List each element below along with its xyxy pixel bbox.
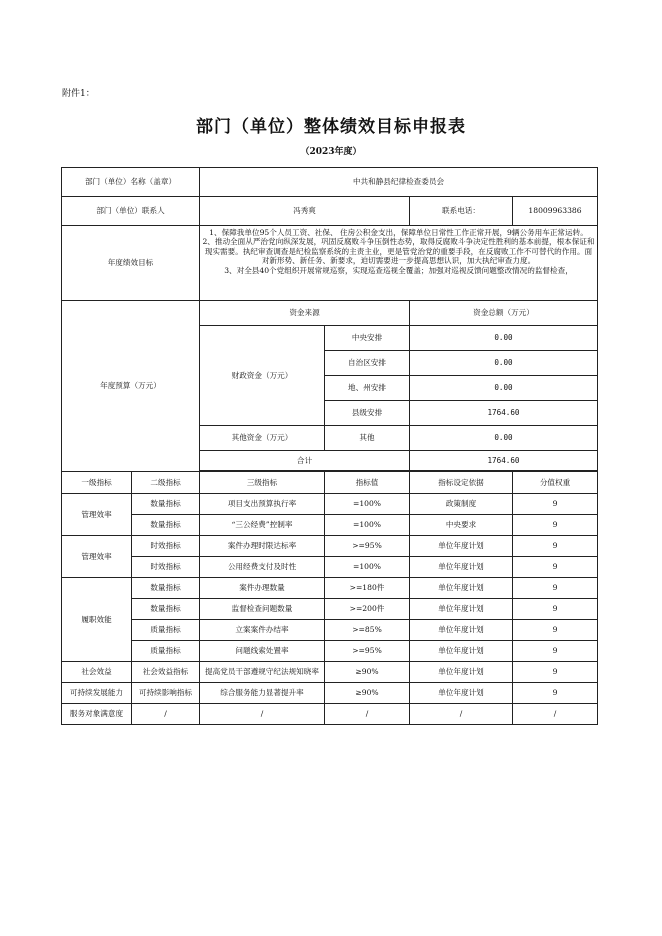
col-header: 分值权重 bbox=[513, 472, 598, 494]
indicator-level2: 数量指标 bbox=[132, 494, 200, 515]
indicator-weight: 9 bbox=[513, 683, 598, 704]
indicator-level2: 时效指标 bbox=[132, 557, 200, 578]
indicator-row bbox=[62, 557, 598, 578]
budget-total-amount: 1764.60 bbox=[410, 451, 598, 471]
budget-source: 自治区安排 bbox=[325, 351, 410, 376]
indicator-value: =100% bbox=[325, 515, 410, 536]
indicator-weight: 9 bbox=[513, 536, 598, 557]
budget-amount: 0.00 bbox=[410, 376, 598, 401]
indicator-level2: 数量指标 bbox=[132, 578, 200, 599]
indicator-level1: 管理效率 bbox=[62, 536, 132, 578]
indicator-basis: / bbox=[410, 704, 513, 725]
indicator-level2: 质量指标 bbox=[132, 641, 200, 662]
indicator-level3: 综合服务能力显著提升率 bbox=[200, 683, 325, 704]
indicator-row bbox=[62, 704, 598, 725]
indicator-row bbox=[62, 641, 598, 662]
indicator-level3: 项目支出预算执行率 bbox=[200, 494, 325, 515]
indicator-header-row bbox=[62, 472, 598, 494]
fund-total-header: 资金总额（万元） bbox=[410, 301, 598, 326]
indicator-value: ≥90% bbox=[325, 662, 410, 683]
indicator-level1: 管理效率 bbox=[62, 494, 132, 536]
budget-total-label: 合计 bbox=[200, 451, 410, 471]
indicator-basis: 单位年度计划 bbox=[410, 578, 513, 599]
indicator-row bbox=[62, 536, 598, 557]
indicator-value: >=180件 bbox=[325, 578, 410, 599]
indicator-level1: 服务对象满意度 bbox=[62, 704, 132, 725]
other-funds-label: 其他资金（万元） bbox=[200, 426, 325, 451]
budget-amount: 0.00 bbox=[410, 326, 598, 351]
budget-source: 县级安排 bbox=[325, 401, 410, 426]
phone-value: 18009963386 bbox=[513, 197, 598, 226]
indicator-weight: 9 bbox=[513, 494, 598, 515]
indicator-level3: 立案案件办结率 bbox=[200, 620, 325, 641]
indicator-level2: / bbox=[132, 704, 200, 725]
indicator-level3: 监督检查问题数量 bbox=[200, 599, 325, 620]
goal-label: 年度绩效目标 bbox=[62, 226, 200, 301]
fiscal-funds-label: 财政资金（万元） bbox=[200, 326, 325, 426]
indicator-level2: 社会效益指标 bbox=[132, 662, 200, 683]
dept-name-value: 中共和静县纪律检查委员会 bbox=[200, 168, 598, 197]
indicator-row bbox=[62, 683, 598, 704]
goal-text: 1、保障我单位95个人员工资、社保、 住房公积金支出，保障单位日常性工作正常开展，9辆公务用车正常运转。 2、推动全面从严治党向纵深发展，巩固反腐败斗争压倒性态势，取得反腐败斗争决定性胜利的基本前提，根本保证和现实需要。执纪审查调查是纪检监察系统的主责主业，更是管党治党的重要手段，在反腐败工作不可替代的作用。面对新形势、新任务、新要求，迫切需要进一步提高思想认识，加大执纪审查力度。 3、对全县40个党组织开展常规巡察，实现巡查巡视全覆盖；加强对巡视反馈问题整改情况的监督检查， bbox=[202, 228, 595, 275]
contact-row bbox=[62, 197, 598, 226]
col-header: 指标设定依据 bbox=[410, 472, 513, 494]
indicator-level2: 数量指标 bbox=[132, 599, 200, 620]
indicator-basis: 单位年度计划 bbox=[410, 536, 513, 557]
contact-label: 部门（单位）联系人 bbox=[62, 197, 200, 226]
indicator-weight: 9 bbox=[513, 599, 598, 620]
indicator-row bbox=[62, 494, 598, 515]
col-header: 一级指标 bbox=[62, 472, 132, 494]
indicator-value: >=95% bbox=[325, 641, 410, 662]
phone-label: 联系电话： bbox=[410, 197, 513, 226]
indicator-value: >=95% bbox=[325, 536, 410, 557]
indicator-row bbox=[62, 515, 598, 536]
indicator-value: =100% bbox=[325, 494, 410, 515]
indicator-value: =100% bbox=[325, 557, 410, 578]
indicator-basis: 单位年度计划 bbox=[410, 557, 513, 578]
indicator-level3: 案件办理数量 bbox=[200, 578, 325, 599]
indicator-value: / bbox=[325, 704, 410, 725]
indicator-level3: 问题线索处置率 bbox=[200, 641, 325, 662]
indicator-level1: 社会效益 bbox=[62, 662, 132, 683]
indicator-level2: 数量指标 bbox=[132, 515, 200, 536]
indicator-level3: / bbox=[200, 704, 325, 725]
indicator-basis: 单位年度计划 bbox=[410, 662, 513, 683]
indicator-basis: 中央要求 bbox=[410, 515, 513, 536]
col-header: 三级指标 bbox=[200, 472, 325, 494]
indicator-weight: 9 bbox=[513, 557, 598, 578]
indicator-weight: 9 bbox=[513, 641, 598, 662]
indicator-level1: 可持续发展能力 bbox=[62, 683, 132, 704]
budget-source: 地、州安排 bbox=[325, 376, 410, 401]
indicator-row bbox=[62, 620, 598, 641]
budget-amount: 1764.60 bbox=[410, 401, 598, 426]
indicator-basis: 单位年度计划 bbox=[410, 641, 513, 662]
indicator-row bbox=[62, 578, 598, 599]
performance-table bbox=[61, 167, 598, 725]
indicator-basis: 单位年度计划 bbox=[410, 683, 513, 704]
budget-amount: 0.00 bbox=[410, 426, 598, 451]
goal-text-cell bbox=[200, 226, 598, 301]
budget-source: 其他 bbox=[325, 426, 410, 451]
indicator-weight: 9 bbox=[513, 662, 598, 683]
indicator-weight: 9 bbox=[513, 578, 598, 599]
col-header: 指标值 bbox=[325, 472, 410, 494]
goal-row bbox=[62, 226, 598, 301]
indicator-level3: 提高党员干部遵规守纪法规知晓率 bbox=[200, 662, 325, 683]
budget-amount: 0.00 bbox=[410, 351, 598, 376]
indicator-value: ≥90% bbox=[325, 683, 410, 704]
indicator-row bbox=[62, 662, 598, 683]
indicator-basis: 单位年度计划 bbox=[410, 599, 513, 620]
indicator-level3: 公用经费支付及时性 bbox=[200, 557, 325, 578]
indicator-level1: 履职效能 bbox=[62, 578, 132, 662]
contact-name: 冯秀爽 bbox=[200, 197, 410, 226]
indicator-value: >=85% bbox=[325, 620, 410, 641]
attachment-label: 附件1： bbox=[62, 89, 95, 99]
fund-source-header: 资金来源 bbox=[200, 301, 410, 326]
indicator-level2: 可持续影响指标 bbox=[132, 683, 200, 704]
indicator-level3: “三公经费”控制率 bbox=[200, 515, 325, 536]
budget-source: 中央安排 bbox=[325, 326, 410, 351]
indicator-basis: 政策制度 bbox=[410, 494, 513, 515]
indicator-value: >=200件 bbox=[325, 599, 410, 620]
year-subtitle: （2023年度） bbox=[300, 147, 362, 157]
indicator-row bbox=[62, 599, 598, 620]
indicator-basis: 单位年度计划 bbox=[410, 620, 513, 641]
budget-header-row bbox=[62, 301, 598, 326]
indicator-weight: 9 bbox=[513, 515, 598, 536]
indicator-weight: 9 bbox=[513, 620, 598, 641]
indicator-level3: 案件办理时限达标率 bbox=[200, 536, 325, 557]
col-header: 二级指标 bbox=[132, 472, 200, 494]
page-title: 部门（单位）整体绩效目标申报表 bbox=[196, 117, 466, 137]
indicator-level2: 质量指标 bbox=[132, 620, 200, 641]
dept-name-label: 部门（单位）名称（盖章） bbox=[62, 168, 200, 197]
indicator-level2: 时效指标 bbox=[132, 536, 200, 557]
indicator-weight: / bbox=[513, 704, 598, 725]
dept-name-row bbox=[62, 168, 598, 197]
budget-label: 年度预算（万元） bbox=[62, 301, 200, 472]
